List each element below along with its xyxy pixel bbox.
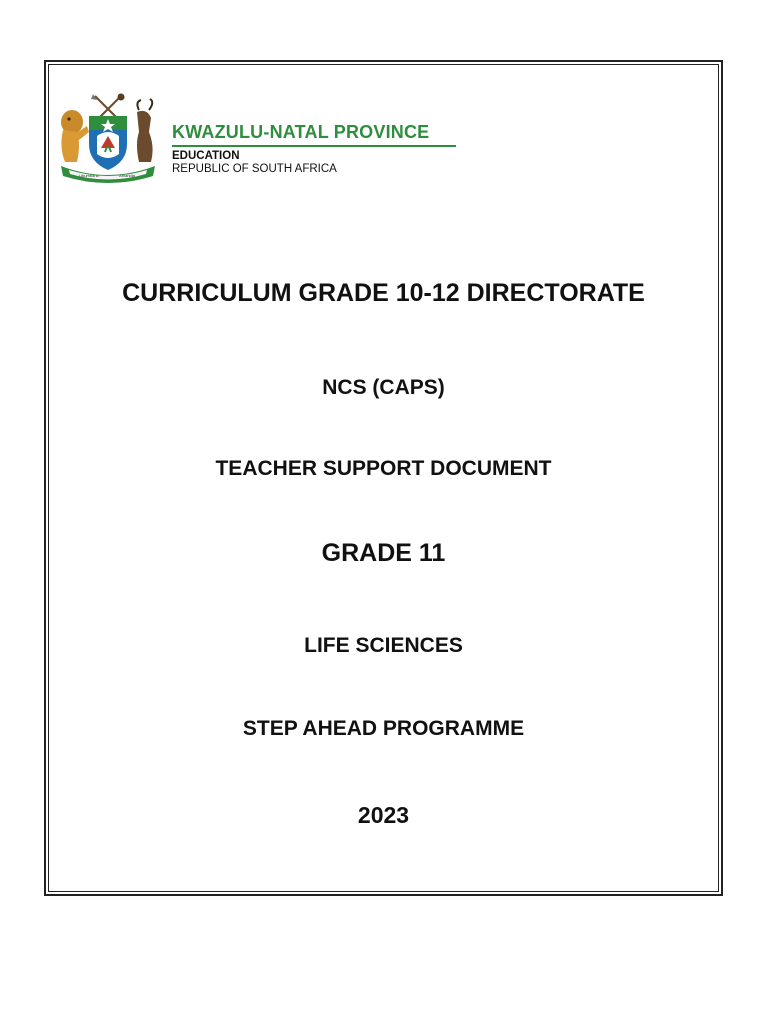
province-rule <box>172 145 456 147</box>
subject-label: LIFE SCIENCES <box>304 634 463 657</box>
department-name: EDUCATION <box>172 150 240 162</box>
coat-of-arms-icon <box>55 92 160 187</box>
province-name: KWAZULU-NATAL PROVINCE <box>172 122 430 142</box>
grade-label: GRADE 11 <box>321 539 446 567</box>
lion-supporter-icon <box>61 110 89 162</box>
year-label: 2023 <box>357 802 410 828</box>
curriculum-label: NCS (CAPS) <box>322 376 445 399</box>
country-name: REPUBLIC OF SOUTH AFRICA <box>172 163 337 175</box>
wildebeest-supporter-icon <box>137 99 153 162</box>
motto-left-text: Ubumbano <box>79 173 99 178</box>
motto-right-text: Amandla <box>119 173 135 178</box>
document-type: TEACHER SUPPORT DOCUMENT <box>215 457 552 480</box>
programme-label: STEP AHEAD PROGRAMME <box>242 717 525 740</box>
directorate-title: CURRICULUM GRADE 10-12 DIRECTORATE <box>122 279 645 307</box>
